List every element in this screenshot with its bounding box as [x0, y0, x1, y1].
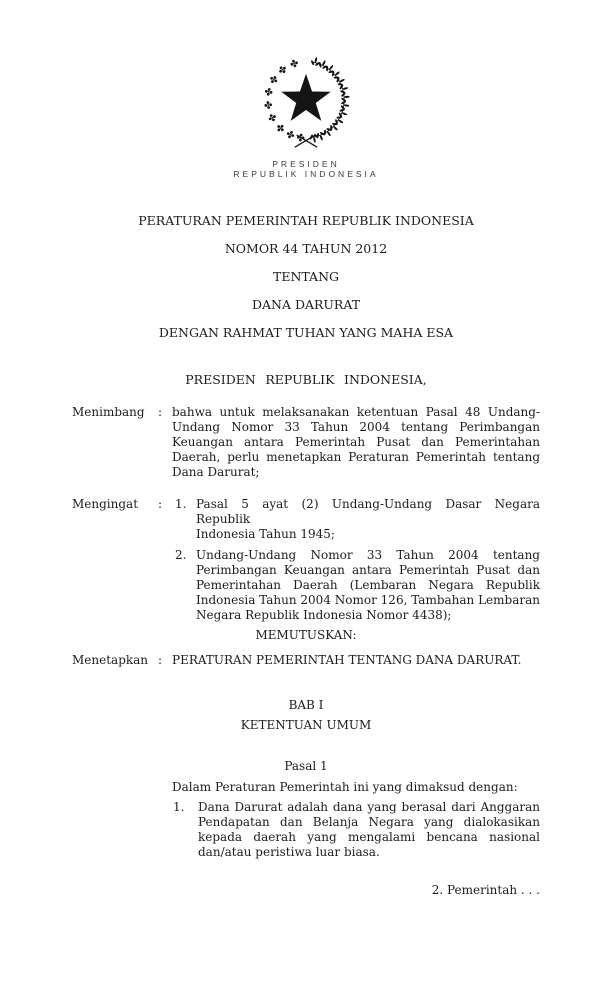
menimbang-label: Menimbang — [72, 405, 145, 419]
menimbang-text: bahwa untuk melaksanakan ketentuan Pasal 48 Undang- Undang Nomor 33 Tahun 2004 tentang Perimbangan Keuangan antara Pemerintah Pusat dan Pemerintahan Daerah, perlu menetapkan Peraturan Pemerintah tentang Dana Darurat; — [172, 405, 540, 479]
memutuskan-heading: MEMUTUSKAN: — [255, 628, 357, 642]
menetapkan-row — [72, 653, 540, 668]
chapter-title: KETENTUAN UMUM — [240, 718, 372, 732]
authority-line: PRESIDEN REPUBLIK INDONESIA, — [185, 372, 427, 387]
mengingat-items — [172, 497, 540, 623]
invocation-line: DENGAN RAHMAT TUHAN YANG MAHA ESA — [158, 325, 454, 340]
menimbang-colon: : — [158, 405, 163, 419]
definitions-list — [172, 800, 540, 860]
document-body — [72, 698, 540, 774]
mengingat-item-2-number: 2. — [175, 548, 187, 562]
mengingat-item-1-text: Pasal 5 ayat (2) Undang-Undang Dasar Negara Republik Indonesia Tahun 1945; — [196, 497, 540, 541]
regulation-title: PERATURAN PEMERINTAH REPUBLIK INDONESIA — [138, 213, 474, 228]
preamble — [72, 405, 540, 668]
menetapkan-label: Menetapkan — [72, 653, 149, 667]
national-emblem-icon — [250, 57, 362, 150]
definition-item-1-text: Dana Darurat adalah dana yang berasal dari Anggaran Pendapatan dan Belanja Negara yang dialokasikan kepada daerah yang mengalami bencana nasional dan/atau peristiwa luar biasa. — [198, 800, 540, 859]
regulation-subject: DANA DARURAT — [251, 297, 361, 312]
mengingat-colon: : — [158, 497, 163, 511]
letterhead — [0, 0, 612, 179]
article-heading: Pasal 1 — [284, 759, 328, 773]
article-intro: Dalam Peraturan Pemerintah ini yang dimaksud dengan: — [172, 780, 518, 794]
mengingat-item-1-number: 1. — [175, 497, 187, 511]
letterhead-presiden: PRESIDEN — [272, 159, 340, 169]
menetapkan-text: PERATURAN PEMERINTAH TENTANG DANA DARURAT. — [172, 653, 522, 667]
page-catchword: 2. Pemerintah . . . — [431, 883, 540, 897]
definition-item-1 — [172, 800, 540, 860]
mengingat-item-2-text: Undang-Undang Nomor 33 Tahun 2004 tentang Perimbangan Keuangan antara Pemerintah Pusat dan Pemerintahan Daerah (Lembaran Negara Republik Indonesia Tahun 2004 Nomor 126, Tambahan Lembaran Negara Republik Indonesia Nomor 4438); — [196, 548, 540, 622]
mengingat-row — [72, 497, 540, 623]
star-icon — [281, 74, 330, 121]
letterhead-republik-indonesia: REPUBLIK INDONESIA — [233, 169, 379, 179]
definition-item-1-number: 1. — [173, 800, 185, 814]
menimbang-row — [72, 405, 540, 480]
chapter-heading: BAB I — [288, 698, 324, 712]
regulation-number: NOMOR 44 TAHUN 2012 — [224, 241, 388, 256]
title-block — [72, 213, 540, 387]
mengingat-item-2 — [172, 548, 540, 623]
mengingat-label: Mengingat — [72, 497, 139, 511]
tentang-label: TENTANG — [272, 269, 339, 284]
mengingat-item-1 — [172, 497, 540, 542]
menetapkan-colon: : — [158, 653, 163, 667]
